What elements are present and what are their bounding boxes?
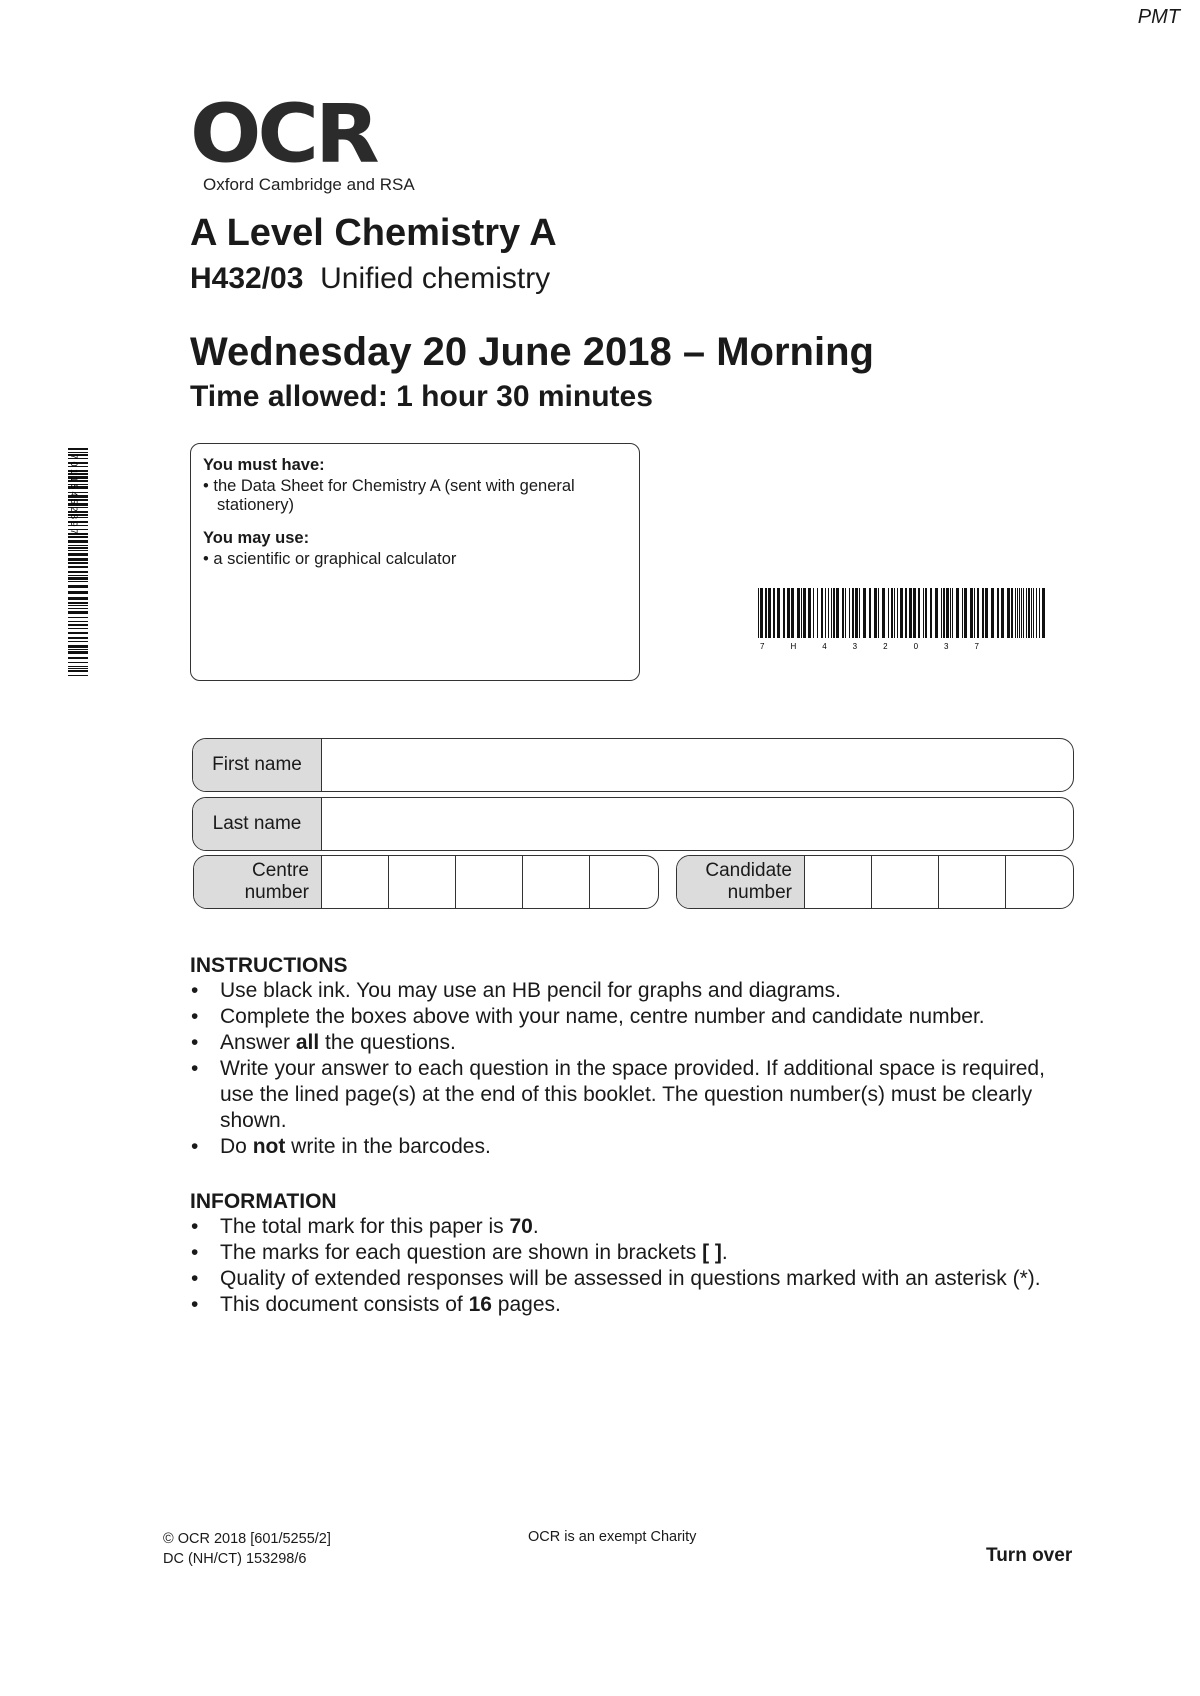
- barcode-bar: [68, 540, 88, 543]
- barcode-bar: [1021, 588, 1022, 638]
- barcode-bar: [1023, 588, 1024, 638]
- barcode-bar: [68, 452, 88, 453]
- barcode-bar: [68, 628, 88, 629]
- barcode-bar: [952, 588, 953, 638]
- barcode-bar: [1028, 588, 1030, 638]
- barcode-bar: [1042, 588, 1045, 638]
- footer-charity: OCR is an exempt Charity: [528, 1529, 697, 1545]
- barcode-left-digits: 7 0 1 1 5 4 5 2 8 9 7: [69, 454, 79, 535]
- time-allowed: Time allowed: 1 hour 30 minutes: [190, 380, 653, 413]
- barcode-bar: [68, 602, 88, 604]
- candidate-number-cell[interactable]: [1006, 856, 1073, 908]
- barcode-bar: [1017, 588, 1018, 638]
- instructions-list: [190, 978, 1070, 1160]
- centre-number-row: [193, 855, 659, 909]
- barcode-bar: [803, 588, 806, 638]
- first-name-label: First name: [193, 739, 322, 791]
- barcode-bar: [797, 588, 800, 638]
- barcode-bar: [974, 588, 975, 638]
- barcode-bar: [943, 588, 945, 638]
- information-item: • The marks for each question are shown in brackets [ ].: [190, 1240, 1070, 1266]
- barcode-bar: [68, 545, 88, 546]
- may-use-item: • a scientific or graphical calculator: [203, 550, 457, 568]
- barcode-bar: [897, 588, 898, 638]
- barcode-bar: [68, 611, 88, 614]
- barcode-bar: [891, 588, 893, 638]
- barcode-bar: [68, 547, 88, 549]
- candidate-number-cell[interactable]: [805, 856, 872, 908]
- barcode-bar: [813, 588, 814, 638]
- barcode-bar: [859, 588, 860, 638]
- last-name-row: [192, 797, 1074, 851]
- barcode-bar: [68, 566, 88, 568]
- barcode-bar: [68, 651, 88, 654]
- candidate-number-cell[interactable]: [872, 856, 939, 908]
- turn-over: Turn over: [986, 1545, 1073, 1566]
- barcode-bar: [878, 588, 879, 638]
- barcode-bar: [869, 588, 871, 638]
- barcode-bar: [68, 666, 88, 667]
- barcode-bar: [977, 588, 979, 638]
- barcode-bar: [68, 621, 88, 622]
- barcode-bar: [758, 588, 759, 638]
- barcode-bar: [68, 657, 88, 659]
- centre-number-label: Centre number: [194, 856, 322, 908]
- barcode-bar: [970, 588, 973, 638]
- barcode-bar: [68, 649, 88, 650]
- centre-number-cell[interactable]: [590, 856, 657, 908]
- must-have-heading: You must have:: [203, 456, 325, 474]
- barcode-bar: [985, 588, 988, 638]
- barcode-bar: [913, 588, 916, 638]
- may-use-heading: You may use:: [203, 529, 310, 547]
- barcode-bar: [855, 588, 858, 638]
- barcode-bar: [962, 588, 963, 638]
- first-name-row: [192, 738, 1074, 792]
- barcode-bar: [791, 588, 794, 638]
- instruction-item: • Use black ink. You may use an HB pencil for graphs and diagrams.: [190, 978, 1070, 1004]
- barcode-bar: [787, 588, 790, 638]
- information-item: • This document consists of 16 pages.: [190, 1292, 1070, 1318]
- footer-copyright: © OCR 2018 [601/5255/2] DC (NH/CT) 153298/6: [163, 1531, 331, 1567]
- barcode-bar: [817, 588, 818, 638]
- barcode-bar: [68, 608, 88, 609]
- centre-number-cell[interactable]: [322, 856, 389, 908]
- centre-number-cell[interactable]: [389, 856, 456, 908]
- equipment-box: [190, 443, 640, 681]
- barcode-bar: [991, 588, 994, 638]
- barcode-bar: [831, 588, 832, 638]
- barcode-bar: [909, 588, 912, 638]
- barcode-bar: [925, 588, 927, 638]
- barcode-bar: [946, 588, 949, 638]
- barcode-bar: [888, 588, 889, 638]
- barcode-bar: [1007, 588, 1010, 638]
- last-name-label: Last name: [193, 798, 322, 850]
- exam-date: Wednesday 20 June 2018 – Morning: [190, 330, 874, 374]
- barcode-bar: [773, 588, 775, 638]
- paper-line: [190, 262, 550, 296]
- barcode-bar: [833, 588, 835, 638]
- centre-number-cell[interactable]: [456, 856, 523, 908]
- barcode-bar: [68, 670, 88, 672]
- barcode-bar: [894, 588, 895, 638]
- barcode-bar: [68, 641, 88, 642]
- barcode-bar: [68, 632, 88, 634]
- barcode-bar: [68, 577, 88, 580]
- barcode-bar: [950, 588, 951, 638]
- information-item: • The total mark for this paper is 70.: [190, 1214, 1070, 1240]
- barcode-bar: [982, 588, 984, 638]
- barcode-bar: [68, 675, 88, 676]
- pmt-mark: PMT: [1137, 6, 1180, 28]
- barcode-bar: [783, 588, 785, 638]
- barcode-bar: [68, 553, 88, 556]
- barcode-bar: [68, 637, 88, 639]
- instructions-heading: INSTRUCTIONS: [190, 954, 348, 977]
- barcode-bar: [900, 588, 903, 638]
- barcode-bar: [68, 536, 88, 538]
- barcode-right-digits: 7H432037: [760, 642, 1005, 650]
- barcode-bar: [828, 588, 829, 638]
- barcode-bar: [836, 588, 839, 638]
- first-name-field[interactable]: [322, 739, 1073, 791]
- instruction-item: • Write your answer to each question in the space provided. If additional space is required, use the lined page(s) at the end of this booklet. The question number(s) must be clearly shown.: [190, 1056, 1070, 1134]
- instruction-item: • Complete the boxes above with your name, centre number and candidate number.: [190, 1004, 1070, 1030]
- barcode-bar: [68, 645, 88, 648]
- barcode-bar: [68, 558, 88, 561]
- barcode-bar: [964, 588, 967, 638]
- barcode-bar: [760, 588, 763, 638]
- candidate-number-label: Candidate number: [677, 856, 805, 908]
- logo-subtitle: Oxford Cambridge and RSA: [203, 175, 415, 194]
- barcode-bar: [821, 588, 823, 638]
- barcode-bar: [68, 597, 88, 600]
- barcode-bar: [825, 588, 826, 638]
- barcode-bar: [1033, 588, 1034, 638]
- barcode-bar: [1001, 588, 1004, 638]
- barcode-bar: [845, 588, 846, 638]
- barcode-bar: [68, 571, 88, 573]
- barcode-bar: [874, 588, 877, 638]
- barcode-bar: [768, 588, 771, 638]
- barcode-bar: [68, 562, 88, 564]
- instruction-item: • Do not write in the barcodes.: [190, 1134, 1070, 1160]
- barcode-right: [758, 588, 1046, 650]
- barcode-bar: [1039, 588, 1040, 638]
- barcode-bar: [801, 588, 802, 638]
- barcode-left: [68, 448, 98, 676]
- information-heading: INFORMATION: [190, 1190, 337, 1213]
- information-list: [190, 1214, 1070, 1318]
- barcode-bar: [842, 588, 844, 638]
- paper-code: H432/03: [190, 262, 304, 295]
- barcode-bar: [918, 588, 920, 638]
- barcode-bar: [68, 448, 88, 450]
- information-item: • Quality of extended responses will be assessed in questions marked with an asterisk (*).: [190, 1266, 1070, 1292]
- barcode-bar: [930, 588, 932, 638]
- barcode-bar: [852, 588, 854, 638]
- paper-title: Unified chemistry: [320, 262, 551, 295]
- barcode-bar: [68, 662, 88, 663]
- candidate-number-row: [676, 855, 1074, 909]
- barcode-bar: [765, 588, 767, 638]
- barcode-bar: [68, 585, 88, 588]
- barcode-bar: [849, 588, 850, 638]
- barcode-bar: [777, 588, 780, 638]
- barcode-bar: [997, 588, 999, 638]
- instruction-item: • Answer all the questions.: [190, 1030, 1070, 1056]
- barcode-bar: [1031, 588, 1032, 638]
- centre-number-cell[interactable]: [523, 856, 590, 908]
- barcode-bar: [68, 575, 88, 576]
- barcode-bar: [1015, 588, 1016, 638]
- barcode-bar: [68, 617, 88, 618]
- barcode-bar: [68, 605, 88, 606]
- barcode-bar: [863, 588, 866, 638]
- barcode-bar: [1019, 588, 1020, 638]
- barcode-bar: [808, 588, 811, 638]
- barcode-bar: [923, 588, 924, 638]
- barcode-bar: [905, 588, 907, 638]
- barcode-bar: [1011, 588, 1013, 638]
- barcode-bar: [1036, 588, 1037, 638]
- ocr-logo: OCR: [190, 87, 376, 181]
- barcode-bar: [1026, 588, 1027, 638]
- last-name-field[interactable]: [322, 798, 1073, 850]
- barcode-bar: [941, 588, 942, 638]
- barcode-bar: [68, 550, 88, 551]
- barcode-bar: [68, 581, 88, 582]
- barcode-bar: [935, 588, 938, 638]
- candidate-number-cell[interactable]: [939, 856, 1006, 908]
- barcode-bar: [68, 591, 88, 594]
- barcode-bar: [68, 668, 88, 669]
- barcode-bar: [882, 588, 885, 638]
- barcode-bar: [68, 624, 88, 626]
- qualification-title: A Level Chemistry A: [190, 212, 557, 254]
- barcode-bar: [956, 588, 959, 638]
- must-have-item: • the Data Sheet for Chemistry A (sent with general stationery): [203, 477, 575, 514]
